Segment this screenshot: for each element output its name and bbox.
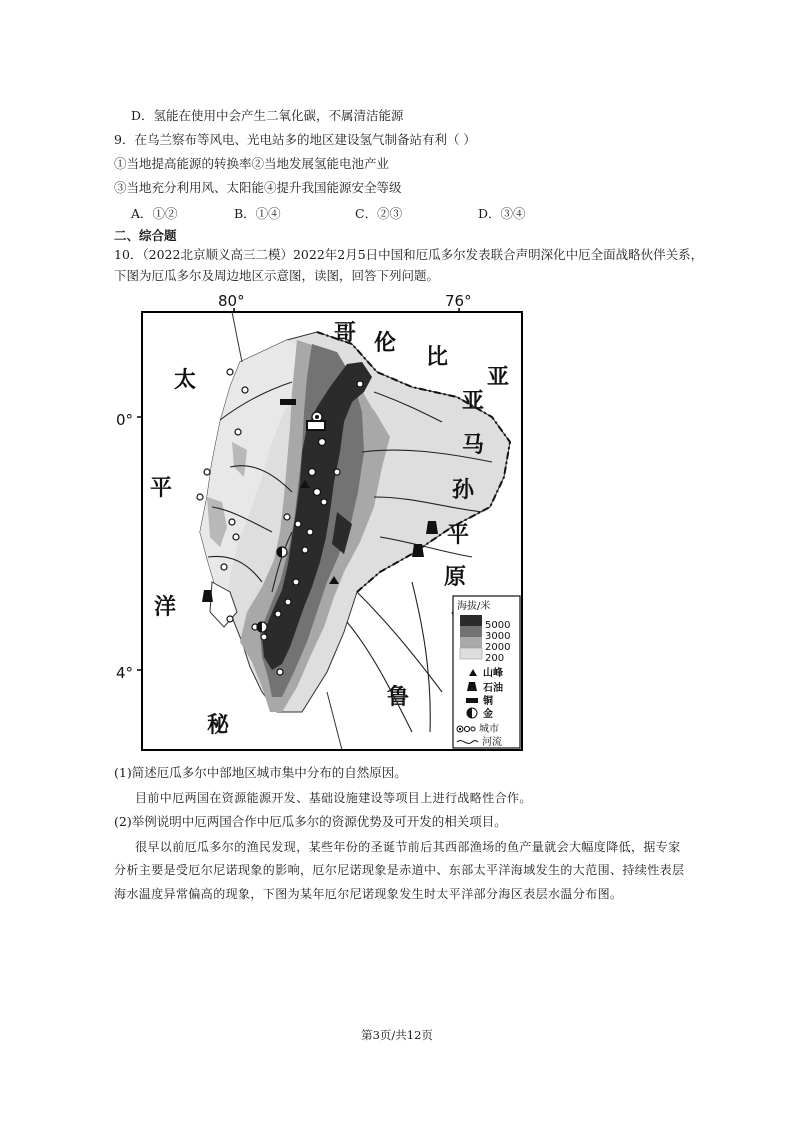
lon-label-80: 80°	[218, 292, 245, 310]
question-10-intro: 10．（2022北京顺义高三二模）2022年2月5日中国和厄瓜多尔发表联合声明深化中厄全面战略伙伴关系，	[114, 247, 704, 262]
section-heading: 二、综合题	[114, 228, 177, 243]
svg-text:洋: 洋	[154, 594, 177, 620]
svg-text:亚: 亚	[487, 364, 510, 390]
legend-oil: 石油	[483, 683, 503, 694]
svg-text:比: 比	[426, 344, 449, 370]
lon-label-76: 76°	[445, 292, 472, 310]
ecuador-map	[112, 292, 532, 754]
svg-text:马: 马	[462, 432, 485, 458]
q9-options	[131, 204, 551, 220]
legend-3000: 3000	[485, 631, 511, 642]
legend-river: 河流	[482, 737, 502, 748]
sub-question-1: (1)简述厄瓜多尔中部地区城市集中分布的自然原因。	[114, 765, 407, 780]
option-c[interactable]: C．②③	[355, 206, 403, 221]
map-legend	[453, 596, 520, 748]
svg-text:太: 太	[174, 367, 197, 393]
legend-gold: 金	[483, 709, 493, 720]
option-d[interactable]: D．③④	[478, 206, 526, 221]
svg-text:哥: 哥	[334, 320, 357, 346]
svg-text:平: 平	[150, 475, 173, 501]
legend-5000: 5000	[485, 620, 511, 631]
svg-text:秘: 秘	[207, 712, 230, 738]
legend-title: 海拔/米	[457, 601, 491, 612]
page-footer: 第3页/共12页	[361, 1028, 433, 1042]
paragraph-el-nino-3: 海水温度异常偏高的现象，下图为某年厄尔尼诺现象发生时太平洋部分海区表层水温分布图。	[114, 887, 623, 901]
svg-text:鲁: 鲁	[387, 684, 410, 710]
lat-label-4: 4°	[116, 664, 134, 682]
q9-statements-2: ③当地充分利用风、太阳能④提升我国能源安全等级	[114, 180, 402, 195]
option-a[interactable]: A．①②	[131, 206, 178, 221]
sub-question-2: (2)举例说明中厄两国合作中厄瓜多尔的资源优势及可开发的相关项目。	[114, 814, 507, 829]
paragraph-el-nino-1: 很早以前厄瓜多尔的渔民发现，某些年份的圣诞节前后其西部渔场的鱼产量就会大幅度降低，据专家	[135, 840, 681, 854]
option-b[interactable]: B．①④	[234, 206, 281, 221]
svg-text:亚: 亚	[462, 388, 485, 414]
paragraph-el-nino-2: 分析主要是受厄尔尼诺现象的影响，厄尔尼诺现象是赤道中、东部太平洋海域发生的大范围、持续性表层	[114, 863, 685, 877]
legend-2000: 2000	[485, 642, 511, 653]
legend-peak: 山峰	[483, 668, 503, 679]
lat-label-0: 0°	[116, 411, 134, 429]
paragraph-cooperation: 目前中厄两国在资源能源开发、基础设施建设等项目上进行战略性合作。	[135, 791, 532, 805]
svg-text:平: 平	[447, 522, 470, 548]
legend-copper: 铜	[483, 696, 493, 707]
svg-text:原: 原	[444, 564, 467, 590]
svg-text:孙: 孙	[452, 477, 475, 503]
option-d-q8: D．氢能在使用中会产生二氧化碳，不属清洁能源	[131, 108, 404, 123]
svg-text:伦: 伦	[374, 330, 397, 356]
legend-city: 城市	[479, 724, 499, 735]
question-10-instruction: 下图为厄瓜多尔及周边地区示意图，读图，回答下列问题。	[114, 268, 440, 283]
question-9: 9．在乌兰察布等风电、光电站多的地区建设氢气制备站有利（ ）	[114, 132, 476, 147]
q9-statements-1: ①当地提高能源的转换率②当地发展氢能电池产业	[114, 156, 390, 171]
legend-200: 200	[485, 653, 505, 664]
